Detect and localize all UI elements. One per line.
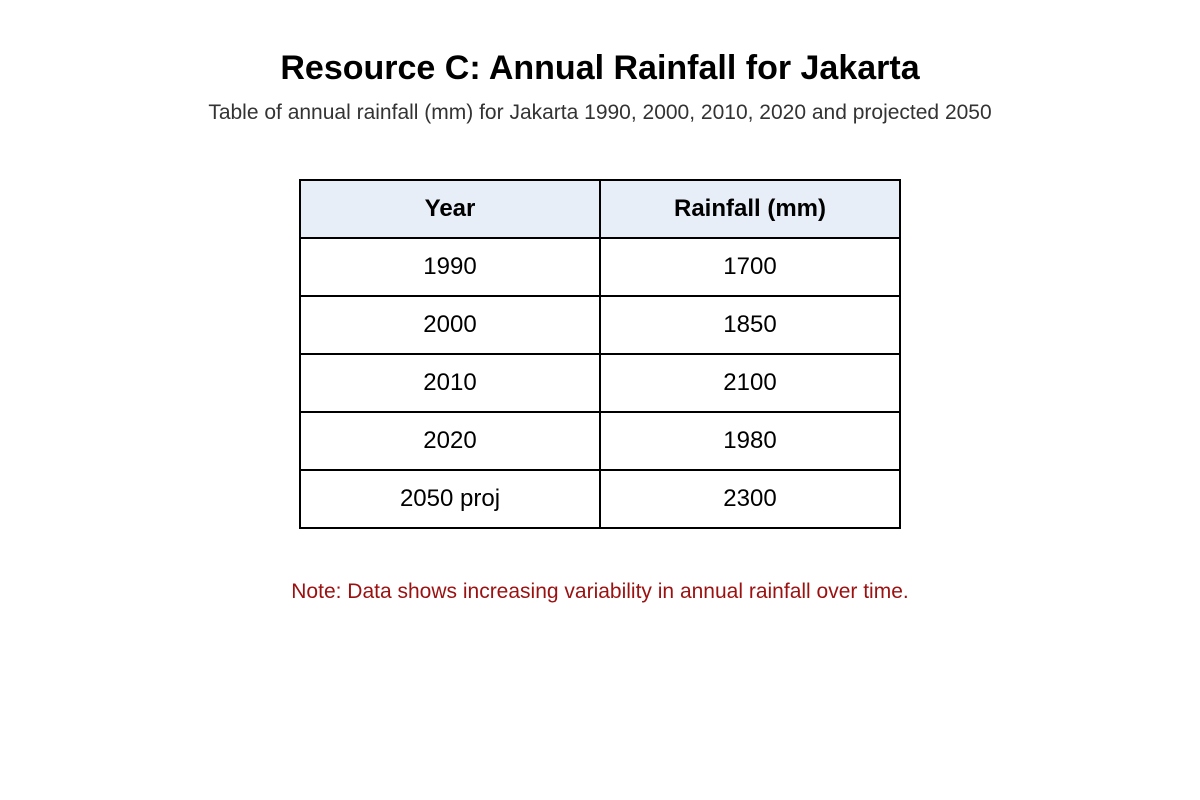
cell-year: 2000	[300, 296, 600, 354]
cell-rainfall: 1700	[600, 238, 900, 296]
page-title: Resource C: Annual Rainfall for Jakarta	[280, 49, 920, 87]
page-subtitle: Table of annual rainfall (mm) for Jakarta 1990, 2000, 2010, 2020 and projected 2050	[208, 101, 992, 124]
header-rainfall: Rainfall (mm)	[600, 180, 900, 238]
table-row	[300, 238, 900, 296]
cell-year: 1990	[300, 238, 600, 296]
rainfall-table	[299, 179, 901, 529]
note-text: Note: Data shows increasing variability in annual rainfall over time.	[291, 580, 909, 603]
header-year: Year	[300, 180, 600, 238]
cell-year: 2050 proj	[300, 470, 600, 528]
table-row	[300, 412, 900, 470]
table-row	[300, 296, 900, 354]
cell-rainfall: 1980	[600, 412, 900, 470]
cell-year: 2020	[300, 412, 600, 470]
table-row	[300, 354, 900, 412]
cell-rainfall: 2100	[600, 354, 900, 412]
cell-rainfall: 1850	[600, 296, 900, 354]
cell-rainfall: 2300	[600, 470, 900, 528]
table-header-row	[300, 180, 900, 238]
table-row	[300, 470, 900, 528]
cell-year: 2010	[300, 354, 600, 412]
